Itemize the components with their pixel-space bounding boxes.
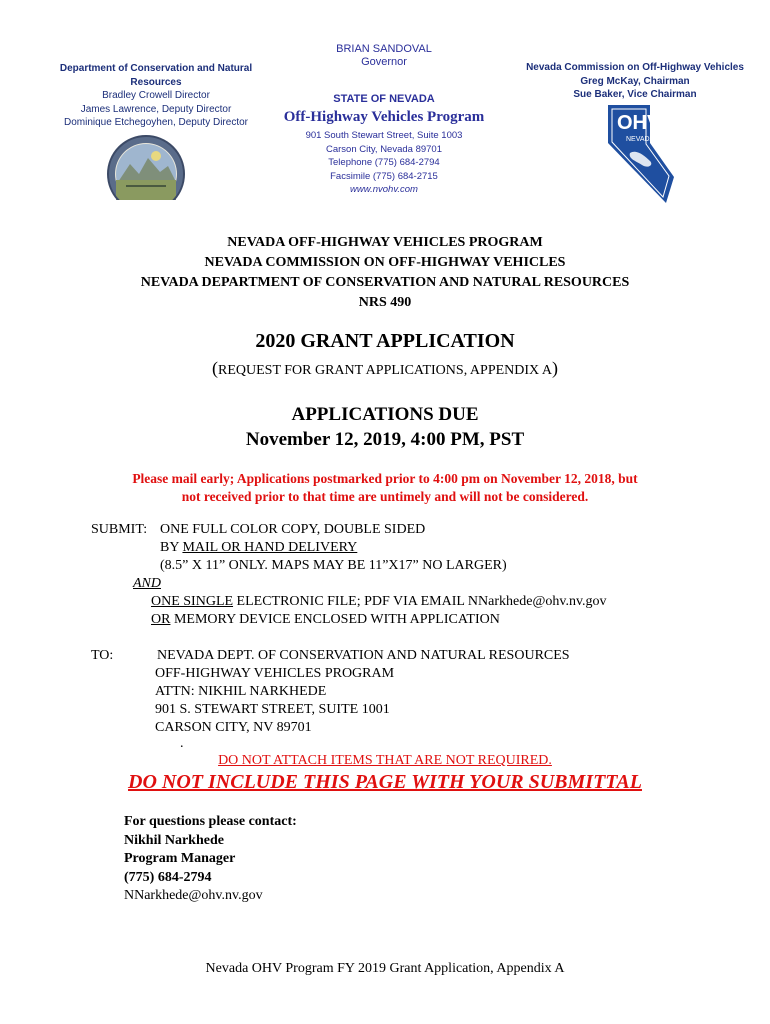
submit-mail-or-hand: MAIL OR HAND DELIVERY [182, 540, 358, 555]
contact-title: Program Manager [124, 851, 236, 866]
submit-line-1: ONE FULL COLOR COPY, DOUBLE SIDED [160, 522, 426, 537]
grant-title: 2020 GRANT APPLICATION [255, 330, 515, 352]
subtitle-text: REQUEST FOR GRANT APPLICATIONS, APPENDIX A [218, 363, 552, 378]
warning-line-2: not received prior to that time are untimely and will not be considered. [181, 489, 589, 504]
submit-line-5-rest: MEMORY DEVICE ENCLOSED WITH APPLICATION [170, 612, 500, 627]
contact-block [124, 813, 297, 906]
facsimile: Facsimile (775) 684-2715 [330, 170, 438, 182]
subtitle-close-paren: ) [551, 358, 558, 378]
deputy-director-1: James Lawrence, Deputy Director [80, 103, 232, 115]
submit-line-4-rest: ELECTRONIC FILE; PDF VIA EMAIL NNarkhede@ohv.nv.gov [233, 594, 607, 609]
due-heading: APPLICATIONS DUE [291, 404, 479, 425]
to-label: TO: [91, 648, 114, 663]
title-line-4: NRS 490 [358, 295, 412, 310]
do-not-include-notice: DO NOT INCLUDE THIS PAGE WITH YOUR SUBMITTAL [128, 771, 642, 793]
right-header [520, 61, 750, 102]
vice-chairman-name: Sue Baker, Vice Chairman [573, 89, 697, 100]
chairman-name: Greg McKay, Chairman [580, 75, 690, 87]
to-dot: . [180, 736, 184, 751]
program-title-block [0, 233, 770, 313]
to-line-3: ATTN: NIKHIL NARKHEDE [155, 684, 327, 699]
nevada-state-seal-icon [106, 134, 186, 200]
governor-name: BRIAN SANDOVAL [336, 43, 432, 55]
warning-line-1: Please mail early; Applications postmarked prior to 4:00 pm on November 12, 2018, but [132, 471, 638, 486]
commission-name: Nevada Commission on Off-Highway Vehicles [526, 62, 744, 73]
submit-or: OR [151, 612, 171, 627]
left-header [40, 62, 272, 130]
address-line-2: Carson City, Nevada 89701 [326, 143, 442, 155]
address-line-1: 901 South Stewart Street, Suite 1003 [305, 130, 463, 141]
contact-name: Nikhil Narkhede [124, 832, 224, 848]
submit-one-single: ONE SINGLE [151, 594, 234, 609]
title-line-1: NEVADA OFF-HIGHWAY VEHICLES PROGRAM [227, 235, 543, 250]
submit-line-3: (8.5” X 11” ONLY. MAPS MAY BE 11”X17” NO LARGER) [160, 558, 507, 573]
submit-and: AND [133, 576, 161, 591]
contact-phone: (775) 684-2794 [124, 869, 212, 885]
ohv-nevada-logo [604, 103, 678, 205]
program-name: Off-Highway Vehicles Program [283, 109, 485, 125]
do-not-attach-notice: DO NOT ATTACH ITEMS THAT ARE NOT REQUIRED. [218, 753, 552, 768]
submit-line-2 [160, 539, 357, 557]
logo-text: OHV [617, 112, 661, 134]
logo-subtext: NEVADA [626, 136, 655, 143]
submit-line-2-prefix: BY [160, 540, 183, 555]
page-footer: Nevada OHV Program FY 2019 Grant Application, Appendix A [205, 961, 565, 976]
submit-line-4 [151, 593, 607, 611]
to-line-1: NEVADA DEPT. OF CONSERVATION AND NATURAL RESOURCES [157, 648, 570, 663]
website-link[interactable]: www.nvohv.com [350, 184, 418, 195]
state-name: STATE OF NEVADA [333, 93, 435, 105]
title-line-2: NEVADA COMMISSION ON OFF-HIGHWAY VEHICLES [204, 255, 566, 270]
governor-title: Governor [361, 56, 407, 68]
applications-due [0, 402, 770, 452]
to-line-4: 901 S. STEWART STREET, SUITE 1001 [155, 702, 390, 717]
due-date: November 12, 2019, 4:00 PM, PST [245, 429, 525, 450]
contact-email[interactable]: NNarkhede@ohv.nv.gov [124, 888, 263, 903]
mail-early-warning [0, 470, 770, 506]
to-line-2: OFF-HIGHWAY VEHICLES PROGRAM [155, 666, 395, 681]
submit-label: SUBMIT: [91, 522, 148, 537]
grant-subtitle [0, 358, 770, 379]
contact-heading: For questions please contact: [124, 814, 297, 829]
center-header [278, 43, 490, 195]
deputy-director-2: Dominique Etchegoyhen, Deputy Director [64, 117, 248, 128]
department-name: Department of Conservation and Natural Resources [59, 63, 253, 88]
director-name: Bradley Crowell Director [102, 90, 210, 101]
telephone: Telephone (775) 684-2794 [328, 157, 440, 168]
title-line-3: NEVADA DEPARTMENT OF CONSERVATION AND NATURAL RESOURCES [140, 275, 630, 290]
subtitle-open-paren: ( [212, 358, 218, 378]
to-line-5: CARSON CITY, NV 89701 [155, 720, 312, 735]
submit-line-5 [151, 611, 500, 629]
